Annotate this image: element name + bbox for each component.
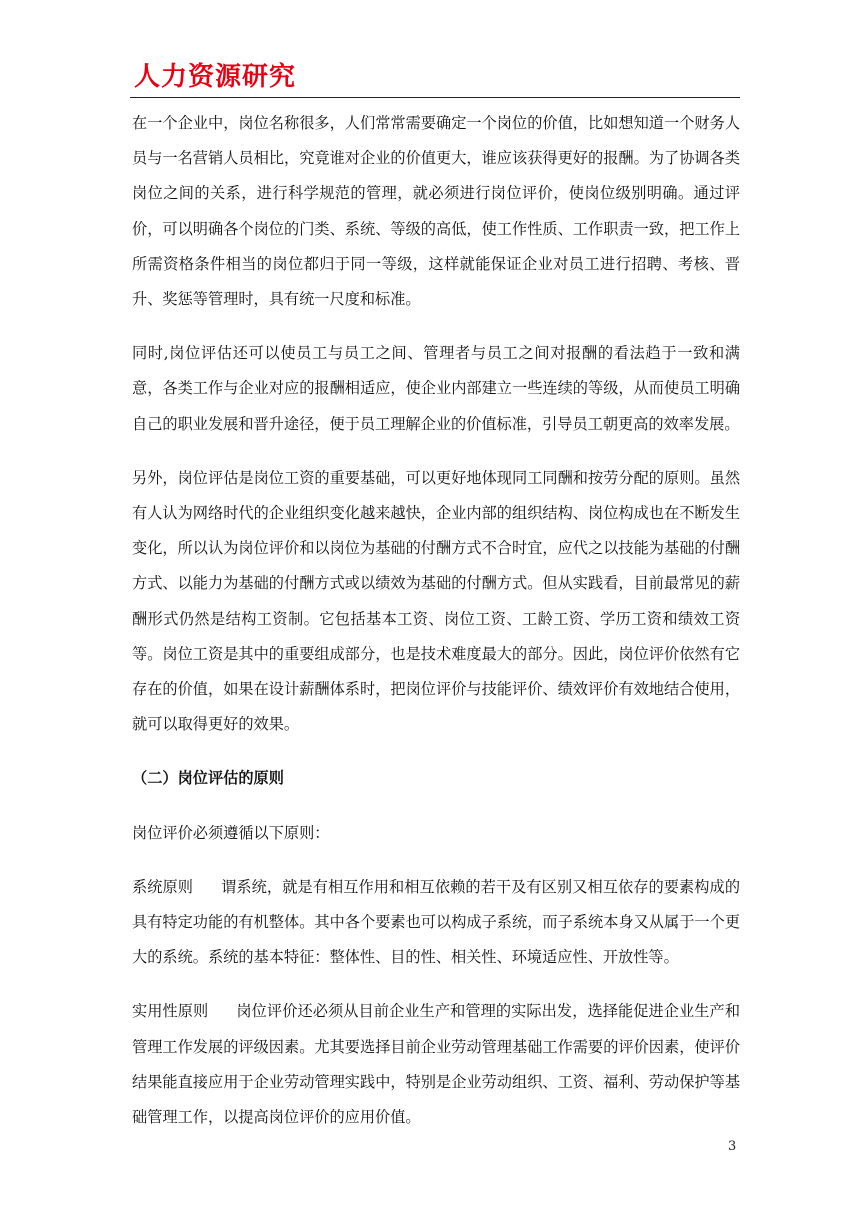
header-divider	[130, 97, 740, 98]
principle-text: 岗位评价还必须从目前企业生产和管理的实际出发，选择能促进企业生产和管理工作发展的评级因素。尤其要选择目前企业劳动管理基础工作需要的评价因素，使评价结果能直接应用于企业劳动管理实践中，特别是企业劳动组织、工资、福利、劳动保护等基础管理工作，以提高岗位评价的应用价值。	[132, 1002, 741, 1127]
section-heading: （二）岗位评估的原则	[132, 769, 284, 788]
principle-text: 谓系统，就是有相互作用和相互依赖的若干及有区别又相互依存的要素构成的具有特定功能的有机整体。其中各个要素也可以构成子系统，而子系统本身又从属于一个更大的系统。系统的基本特征：整体性、目的性、相关性、环境适应性、开放性等。	[132, 877, 741, 967]
page-header-title: 人力资源研究	[134, 62, 297, 92]
paragraph-pay-consistency: 同时,岗位评估还可以使员工与员工之间、管理者与员工之间对报酬的看法趋于一致和满意，各类工作与企业对应的报酬相适应，使企业内部建立一些连续的等级，从而使员工明确自己的职业发展和晋升途径，便于员工理解企业的价值标准，引导员工朝更高的效率发展。	[132, 344, 740, 433]
principle-term: 系统原则	[132, 877, 194, 896]
paragraph-job-value: 在一个企业中，岗位名称很多，人们常常需要确定一个岗位的价值，比如想知道一个财务人员与一名营销人员相比，究竟谁对企业的价值更大，谁应该获得更好的报酬。为了协调各类岗位之间的关系，进行科学规范的管理，就必须进行岗位评价，使岗位级别明确。通过评价，可以明确各个岗位的门类、系统、等级的高低，使工作性质、工作职责一致，把工作上所需资格条件相当的岗位都归于同一等级，这样就能保证企业对员工进行招聘、考核、晋升、奖惩等管理时，具有统一尺度和标准。	[132, 114, 740, 309]
paragraph-practical-principle	[132, 994, 740, 1135]
paragraph-principles-intro: 岗位评价必须遵循以下原则：	[132, 823, 330, 842]
paragraph-wage-basis: 另外，岗位评估是岗位工资的重要基础，可以更好地体现同工同酬和按劳分配的原则。虽然有人认为网络时代的企业组织变化越来越快，企业内部的组织结构、岗位构成也在不断发生变化，所以认为岗位评价和以岗位为基础的付酬方式不合时宜，应代之以技能为基础的付酬方式、以能力为基础的付酬方式或以绩效为基础的付酬方式。但从实践看，目前最常见的薪酬形式仍然是结构工资制。它包括基本工资、岗位工资、工龄工资、学历工资和绩效工资等。岗位工资是其中的重要组成部分，也是技术难度最大的部分。因此，岗位评价依然有它存在的价值，如果在设计薪酬体系时，把岗位评价与技能评价、绩效评价有效地结合使用，就可以取得更好的效果。	[132, 468, 740, 734]
document-body	[132, 106, 740, 1154]
principle-term: 实用性原则	[132, 1002, 209, 1021]
paragraph-system-principle	[132, 870, 740, 976]
page-number: 3	[728, 1139, 737, 1154]
